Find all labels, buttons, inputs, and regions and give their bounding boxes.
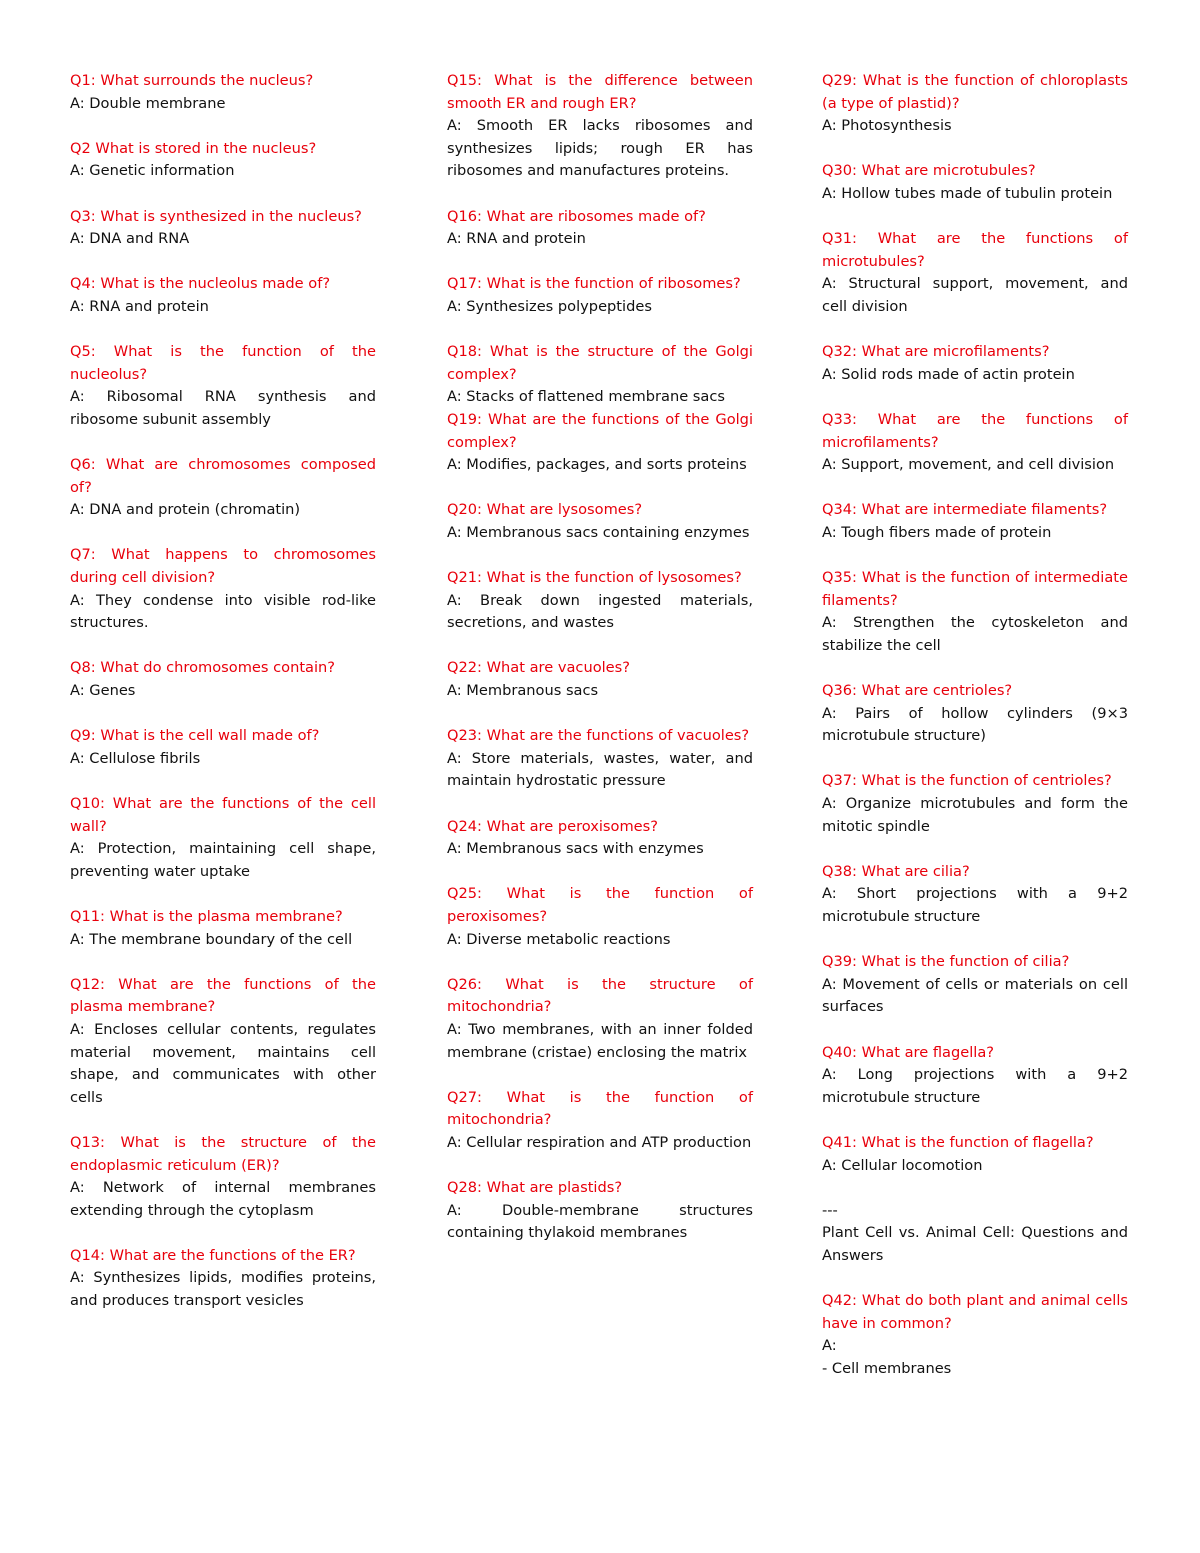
qa-item-39 xyxy=(822,951,1128,1019)
question-text: Q13: What is the structure of the endoplasmic reticulum (ER)? xyxy=(70,1133,376,1174)
qa-item-34 xyxy=(822,499,1128,544)
question-text: Q36: What are centrioles? xyxy=(822,682,1013,700)
question-text: Q1: What surrounds the nucleus? xyxy=(70,72,314,89)
qa-item-33 xyxy=(822,409,1128,477)
qa-item-18 xyxy=(447,341,753,409)
qa-item-28 xyxy=(447,1177,753,1245)
question-text: Q11: What is the plasma membrane? xyxy=(70,907,343,925)
column-3 xyxy=(822,70,1128,1403)
answer-text: A: Modifies, packages, and sorts proteins xyxy=(447,456,747,474)
question-text: Q23: What are the functions of vacuoles? xyxy=(447,727,750,745)
question-text: Q9: What is the cell wall made of? xyxy=(70,727,320,745)
qa-item-9 xyxy=(70,725,376,770)
answer-text: A: Network of internal membranes extending through the cytoplasm xyxy=(70,1179,376,1219)
answer-text: A: Genetic information xyxy=(70,162,235,180)
question-text: Q19: What are the functions of the Golgi complex? xyxy=(447,410,753,451)
qa-item-8 xyxy=(70,657,376,702)
qa-item-13 xyxy=(70,1132,376,1222)
qa-item-15 xyxy=(447,70,753,183)
question-text: Q21: What is the function of lysosomes? xyxy=(447,569,742,587)
qa-item-29 xyxy=(822,70,1128,138)
answer-text: A: DNA and protein (chromatin) xyxy=(70,501,301,519)
section-heading: Plant Cell vs. Animal Cell: Questions and Answers xyxy=(822,1224,1128,1264)
answer-text: A: RNA and protein xyxy=(447,230,586,248)
qa-item-42 xyxy=(822,1290,1128,1380)
question-text: Q31: What are the functions of microtubules? xyxy=(822,230,1128,270)
qa-item-17 xyxy=(447,273,753,318)
question-text: Q25: What is the function of peroxisomes? xyxy=(447,885,753,925)
question-text: Q4: What is the nucleolus made of? xyxy=(70,275,331,293)
answer-text: A: Synthesizes lipids, modifies proteins, and produces transport vesicles xyxy=(70,1269,376,1310)
answer-text: A: Tough fibers made of protein xyxy=(822,523,1052,541)
question-text: Q8: What do chromosomes contain? xyxy=(70,659,336,677)
question-text: Q33: What are the functions of microfilaments? xyxy=(822,410,1128,451)
answer-text: A: The membrane boundary of the cell xyxy=(70,930,353,948)
question-text: Q24: What are peroxisomes? xyxy=(447,817,659,835)
question-text: Q38: What are cilia? xyxy=(822,862,970,880)
question-text: Q22: What are vacuoles? xyxy=(447,659,630,677)
answer-text: A: Membranous sacs xyxy=(447,682,599,700)
question-text: Q10: What are the functions of the cell wall? xyxy=(70,795,376,835)
qa-item-37 xyxy=(822,770,1128,838)
qa-item-24 xyxy=(447,816,753,861)
section-header-block xyxy=(822,1200,1128,1268)
question-text: Q3: What is synthesized in the nucleus? xyxy=(70,207,362,225)
answer-text: A: Cellular respiration and ATP production xyxy=(447,1133,752,1151)
answer-text: A: Membranous sacs with enzymes xyxy=(447,840,704,858)
answer-text: A: Double-membrane structures containing thylakoid membranes xyxy=(447,1201,753,1242)
question-text: Q18: What is the structure of the Golgi complex? xyxy=(447,343,753,383)
answer-text: A: Cellular locomotion xyxy=(822,1156,983,1174)
qa-item-31 xyxy=(822,228,1128,318)
question-text: Q32: What are microfilaments? xyxy=(822,343,1050,361)
question-text: Q35: What is the function of intermediate filaments? xyxy=(822,569,1128,609)
answer-text: A: Ribosomal RNA synthesis and ribosome subunit assembly xyxy=(70,388,376,428)
question-text: Q30: What are microtubules? xyxy=(822,162,1036,180)
answer-text: A: Synthesizes polypeptides xyxy=(447,297,652,315)
answer-text: A: Strengthen the cytoskeleton and stabilize the cell xyxy=(822,614,1128,654)
answer-text: A: Hollow tubes made of tubulin protein xyxy=(822,184,1113,202)
qa-item-19 xyxy=(447,409,753,477)
question-text: Q15: What is the difference between smooth ER and rough ER? xyxy=(447,72,753,112)
answer-text: A: Movement of cells or materials on cell surfaces xyxy=(822,975,1128,1016)
question-text: Q34: What are intermediate filaments? xyxy=(822,501,1108,519)
answer-text: A: Pairs of hollow cylinders (9×3 microtubule structure) xyxy=(822,704,1128,745)
separator-line: --- xyxy=(822,1201,838,1219)
qa-item-11 xyxy=(70,906,376,951)
answer-text: A: Photosynthesis xyxy=(822,117,952,135)
answer-text: A: Genes xyxy=(70,682,136,700)
qa-item-36 xyxy=(822,680,1128,748)
qa-item-14 xyxy=(70,1245,376,1313)
answer-text: A: Cellulose fibrils xyxy=(70,749,201,767)
qa-item-27 xyxy=(447,1087,753,1155)
qa-item-7 xyxy=(70,544,376,634)
question-text: Q29: What is the function of chloroplasts (a type of plastid)? xyxy=(822,72,1128,112)
question-text: Q14: What are the functions of the ER? xyxy=(70,1246,356,1264)
question-text: Q12: What are the functions of the plasma membrane? xyxy=(70,975,376,1016)
answer-text: A: Diverse metabolic reactions xyxy=(447,930,671,948)
answer-text: A: Two membranes, with an inner folded membrane (cristae) enclosing the matrix xyxy=(447,1020,753,1061)
qa-item-16 xyxy=(447,206,753,251)
answer-text: A: xyxy=(822,1337,837,1355)
question-text: Q5: What is the function of the nucleolus? xyxy=(70,343,376,383)
question-text: Q42: What do both plant and animal cells have in common? xyxy=(822,1292,1128,1332)
answer-text: A: RNA and protein xyxy=(70,297,209,315)
qa-item-21 xyxy=(447,567,753,635)
column-2 xyxy=(447,70,753,1267)
qa-item-25 xyxy=(447,883,753,951)
answer-text: A: Solid rods made of actin protein xyxy=(822,365,1075,383)
answer-text: A: Support, movement, and cell division xyxy=(822,456,1115,474)
answer-text: A: Organize microtubules and form the mitotic spindle xyxy=(822,795,1128,835)
qa-item-30 xyxy=(822,160,1128,205)
question-text: Q41: What is the function of flagella? xyxy=(822,1133,1094,1151)
answer-text: A: Structural support, movement, and cell division xyxy=(822,275,1128,315)
question-text: Q40: What are flagella? xyxy=(822,1043,995,1061)
answer-text: A: Break down ingested materials, secretions, and wastes xyxy=(447,591,753,632)
answer-text: A: Membranous sacs containing enzymes xyxy=(447,523,750,541)
qa-item-20 xyxy=(447,499,753,544)
qa-item-23 xyxy=(447,725,753,793)
question-text: Q37: What is the function of centrioles? xyxy=(822,772,1112,790)
question-text: Q39: What is the function of cilia? xyxy=(822,953,1070,971)
qa-item-6 xyxy=(70,454,376,522)
qa-item-10 xyxy=(70,793,376,883)
question-text: Q17: What is the function of ribosomes? xyxy=(447,275,741,293)
qa-item-26 xyxy=(447,974,753,1064)
answer-text: A: Protection, maintaining cell shape, preventing water uptake xyxy=(70,840,376,880)
column-1 xyxy=(70,70,376,1335)
answer-list-item: - Cell membranes xyxy=(822,1359,952,1377)
answer-text: A: Stacks of flattened membrane sacs xyxy=(447,388,725,406)
question-text: Q6: What are chromosomes composed of? xyxy=(70,456,376,496)
question-text: Q27: What is the function of mitochondria? xyxy=(447,1088,753,1129)
qa-item-4 xyxy=(70,273,376,318)
answer-text: A: Encloses cellular contents, regulates material movement, maintains cell shape, and communicates with other cells xyxy=(70,1020,376,1106)
question-text: Q2 What is stored in the nucleus? xyxy=(70,139,317,157)
qa-item-2 xyxy=(70,138,376,183)
answer-text: A: Store materials, wastes, water, and maintain hydrostatic pressure xyxy=(447,749,753,790)
qa-item-22 xyxy=(447,657,753,702)
qa-item-12 xyxy=(70,974,376,1110)
qa-item-3 xyxy=(70,206,376,251)
question-text: Q26: What is the structure of mitochondria? xyxy=(447,975,753,1016)
answer-text: A: Short projections with a 9+2 microtubule structure xyxy=(822,885,1128,925)
qa-item-35 xyxy=(822,567,1128,657)
qa-item-32 xyxy=(822,341,1128,386)
qa-item-38 xyxy=(822,861,1128,929)
question-text: Q16: What are ribosomes made of? xyxy=(447,207,706,225)
answer-text: A: Double membrane xyxy=(70,94,226,112)
qa-item-1 xyxy=(70,70,376,115)
qa-item-5 xyxy=(70,341,376,431)
question-text: Q7: What happens to chromosomes during cell division? xyxy=(70,546,376,587)
answer-text: A: DNA and RNA xyxy=(70,230,190,248)
question-text: Q20: What are lysosomes? xyxy=(447,501,643,519)
answer-text: A: Long projections with a 9+2 microtubule structure xyxy=(822,1066,1128,1106)
question-text: Q28: What are plastids? xyxy=(447,1179,623,1197)
qa-item-40 xyxy=(822,1042,1128,1110)
answer-text: A: Smooth ER lacks ribosomes and synthesizes lipids; rough ER has ribosomes and manufactures proteins. xyxy=(447,117,753,180)
answer-text: A: They condense into visible rod-like structures. xyxy=(70,591,376,632)
qa-item-41 xyxy=(822,1132,1128,1177)
